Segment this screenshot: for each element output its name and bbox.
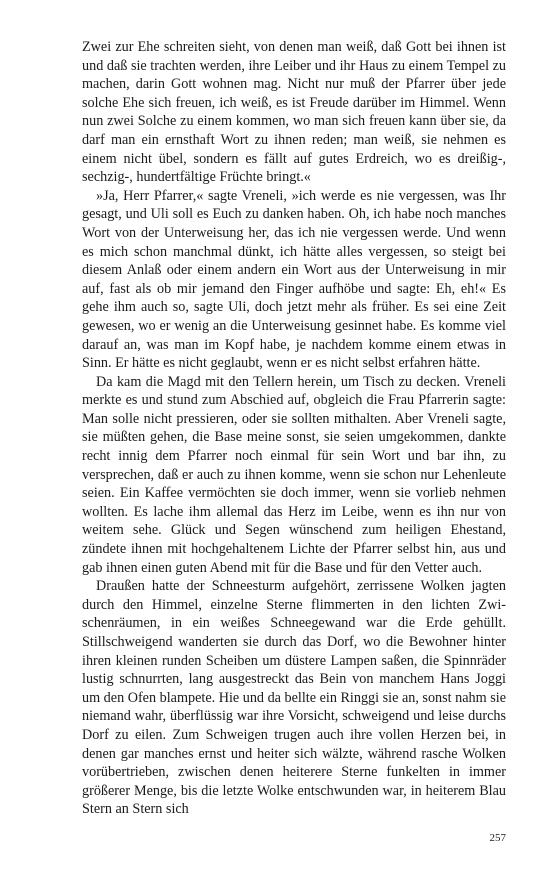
paragraph-3: Da kam die Magd mit den Tellern herein, um Tisch zu decken. Vreneli merkte es und stund zum Abschied auf, obgleich die Frau Pfarrerin sagte: Man solle nicht pressieren, oder sie sollten mithalten. Aber Vreneli sagte, sie müßten gehen, die Base meine sonst, sie seien umgekommen, dankte recht innig dem Pfarrer noch einmal für sein Wort und bar ihn, zu versprechen, daß er auch zu ihnen komme, wenn sie schon nur Lehenleute seien. Ein Kaffee vermöchten sie doch immer, wenn sie vorlieb nehmen wollten. Es lache ihm allemal das Herz im Leibe, wenn es ihn nur von weitem sehe. Glück und Segen wünschend zum heiligen Ehestand, zündete ihnen mit hochgehaltenem Lichte der Pfarrer selbst hin, aus und gab ihnen einen guten Abend mit für die Base und für den Vetter auch. — [82, 373, 506, 576]
body-text — [82, 38, 506, 819]
page-number: 257 — [489, 832, 506, 844]
paragraph-2: »Ja, Herr Pfarrer,« sagte Vreneli, »ich werde es nie vergessen, was Ihr gesagt, und Uli soll es Euch zu danken haben. Oh, ich habe noch manches Wort von der Unterweisung her, das ich nie vergessen werde. Und wenn es mich schon manchmal dünkt, ich hätte alles vergessen, so steigt bei diesem Anlaß oder einem andern ein Wort aus der Unterweisung in mir auf, fast als ob mir jemand den Finger aufhöbe und sagte: Eh, eh!« Es gehe ihm auch so, sagte Uli, doch jetzt mehr als früher. Es sei eine Zeit gewesen, wo er wenig an die Unterweisung gesinnet habe. Es komme viel darauf an, was man im Kopf habe, je nachdem komme einem etwas in Sinn. Er hätte es nicht geglaubt, wenn er es nicht selbst erfahren hätte. — [82, 187, 506, 372]
paragraph-4: Draußen hatte der Schneesturm aufgehört, zerrissene Wolken jagten durch den Himmel, einzelne Sterne flimmerten in den lichten Zwischenräumen, in ein weißes Schneegewand war die Erde gehüllt. Stillschweigend wanderten sie durch das Dorf, wo die Bewohner hinter ihren kleinen runden Scheiben um düstere Lampen saßen, die Spinnräder lustig schnurrten, lang ausgestreckt das Bein von manchem Hans Joggi um den Ofen blampete. Hie und da bellte ein Ringgi sie an, sonst nahm sie niemand wahr, überflüssig war ihre Vorsicht, schweigend und leise durchs Dorf zu eilen. Zum Schweigen trugen auch ihre vollen Herzen bei, in denen gar manches ernst und heiter sich wälzte, während rasche Wolken vorübertrieben, zwischen denen heiterere Sterne funkelten in immer größerer Menge, bis die letzte Wolke entschwunden war, in heiterem Blau Stern an Stern sich — [82, 578, 506, 818]
paragraph-1: Zwei zur Ehe schreiten sieht, von denen man weiß, daß Gott bei ihnen ist und daß sie trachten werden, ihre Leiber und ihr Haus zu einem Tempel zu machen, darin Gott wohnen mag. Nicht nur muß der Pfarrer über jede solche Ehe sich freuen, ich weiß, es ist Freude darüber im Himmel. Wenn nun zwei Solche zu einem kommen, wo man sich freuen kann über sie, da darf man ein ernsthaft Wort zu ihnen reden; man weiß, sie nehmen es einem nicht übel, sondern es fällt auf gutes Erdreich, wo es dreißig-, sechzig-, hundertfältige Früchte bringt.« — [82, 39, 506, 186]
